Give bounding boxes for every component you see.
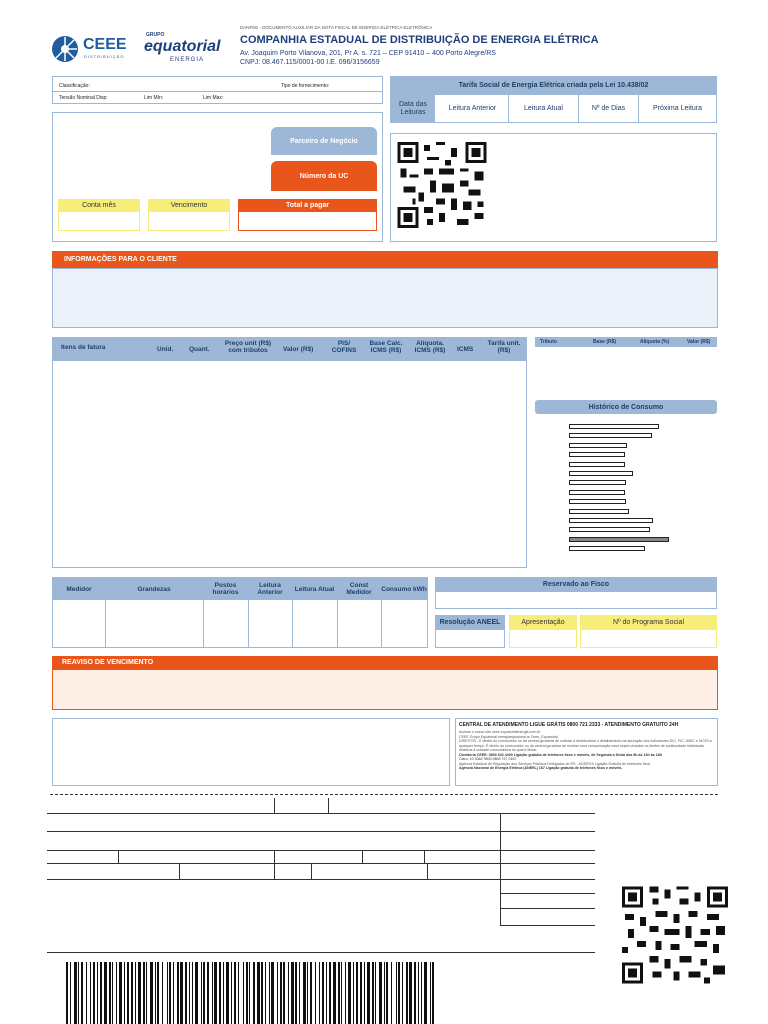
barcode-bar — [219, 962, 221, 1024]
central-atendimento — [455, 718, 718, 786]
barcode-bar — [169, 962, 171, 1024]
barcode-bar — [291, 962, 294, 1024]
numero-dias: Nº de Dias — [579, 95, 639, 122]
medidor-header-row — [53, 578, 427, 600]
barcode-bar — [246, 962, 248, 1024]
barcode-bar — [135, 962, 136, 1024]
barcode-bar — [195, 962, 198, 1024]
barcode-bar — [421, 962, 422, 1024]
leitura-anterior: Leitura Anterior — [437, 95, 509, 122]
barcode-bar — [386, 962, 388, 1024]
barcode-bar — [66, 962, 68, 1024]
col-base: Base (R$) — [593, 339, 617, 345]
barcode-bar — [345, 962, 346, 1024]
barcode-bar — [375, 962, 376, 1024]
barcode-bar — [379, 962, 382, 1024]
fisco-body — [435, 591, 717, 609]
reaviso-title: REAVISO DE VENCIMENTO — [52, 656, 718, 669]
fisco-title: Reservado ao Fisco — [435, 577, 717, 591]
barcode-bar — [100, 962, 102, 1024]
vencimento-label: Vencimento — [148, 199, 230, 211]
col-tributo: Tributo — [540, 339, 557, 345]
barcode-bar — [93, 962, 95, 1024]
col-quant: Quant. — [189, 346, 210, 353]
col-postos: Postos horários — [212, 582, 239, 596]
historico-title: Histórico de Consumo — [535, 400, 717, 414]
barcode-bar — [81, 962, 83, 1024]
barcode-bar — [189, 962, 190, 1024]
history-bar — [569, 452, 625, 457]
col-const: Const Medidor — [346, 582, 372, 596]
cut-line — [50, 794, 718, 795]
barcode-bar — [329, 962, 331, 1024]
data-leituras: Data das Leituras — [391, 95, 435, 122]
barcode-bar — [353, 962, 354, 1024]
barcode-bar — [360, 962, 362, 1024]
barcode-bar — [418, 962, 419, 1024]
barcode-bar — [78, 962, 79, 1024]
logo-grupo: GRUPO — [146, 32, 165, 38]
history-bar — [569, 546, 645, 551]
col-leit-atual: Leitura Atual — [294, 585, 335, 593]
history-bar — [569, 462, 625, 467]
barcode-bar — [146, 962, 147, 1024]
total-pagar-value — [238, 211, 377, 231]
barcode-bar — [265, 962, 266, 1024]
col-itens: Itens de fatura — [61, 344, 106, 351]
barcode-bar — [231, 962, 232, 1024]
barcode-bar — [315, 962, 316, 1024]
equatorial-logo — [140, 32, 230, 66]
col-preco: Preço unit (R$) com tributos — [224, 340, 272, 354]
barcode-bar — [280, 962, 282, 1024]
barcode-bar — [348, 962, 351, 1024]
barcode-bar — [269, 962, 270, 1024]
parceiro-negocio: Parceiro de Negócio — [271, 127, 377, 155]
barcode-bar — [223, 962, 224, 1024]
main-info-box — [52, 112, 383, 242]
barcode-bar — [150, 962, 153, 1024]
barcode-bar — [112, 962, 113, 1024]
danfe-notice: DANFEE - DOCUMENTO AUXILIAR DA NOTA FISCAL DE ENERGIA ELÉTRICA ELETRÔNICA — [240, 25, 433, 30]
resolucao-aneel: Resolução ANEEL — [435, 615, 505, 629]
barcode-bar — [131, 962, 133, 1024]
barcode-bar — [364, 962, 365, 1024]
col-medidor: Medidor — [66, 585, 92, 593]
col-base-icms: Base Calc. ICMS (R$) — [369, 340, 403, 354]
resolucao-value — [435, 629, 505, 648]
col-aliquota-pct: Alíquota (%) — [640, 339, 670, 345]
history-bar — [569, 480, 626, 485]
company-cnpj: CNPJ: 08.467.115/0001-00 I.E. 096/3156659 — [240, 59, 380, 66]
history-bar — [569, 471, 633, 476]
barcode-bar — [70, 962, 71, 1024]
barcode-bar — [341, 962, 342, 1024]
client-info-box — [52, 76, 383, 104]
apresentacao: Apresentação — [509, 615, 577, 629]
barcode-bar — [414, 962, 416, 1024]
history-bar — [569, 443, 627, 448]
reaviso-body — [52, 669, 718, 710]
ceee-logo-text: CEEE — [83, 36, 127, 53]
history-bar — [569, 499, 626, 504]
history-bar — [569, 537, 669, 542]
barcode-bar — [396, 962, 397, 1024]
barcode-bar — [116, 962, 117, 1024]
qr-code-icon — [397, 142, 487, 228]
info-cliente-body — [52, 268, 718, 328]
barcode-bar — [177, 962, 179, 1024]
tarifa-social-title: Tarifa Social de Energia Elétrica criada pela Lei 10.438/02 — [390, 76, 717, 94]
history-bar — [569, 518, 653, 523]
barcode-bar — [173, 962, 174, 1024]
barcode-bar — [90, 962, 91, 1024]
proxima-leitura: Próxima Leitura — [652, 105, 703, 112]
col-valor-trib: Valor (R$) — [687, 339, 711, 345]
barcode-bar — [288, 962, 289, 1024]
barcode-bar — [249, 962, 250, 1024]
col-tarifa: Tarifa unit. (R$) — [487, 340, 521, 354]
barcode-bar — [127, 962, 129, 1024]
central-title: CENTRAL DE ATENDIMENTO LIGUE GRÁTIS 0800 721 2333 - ATENDIMENTO GRATUITO 24H — [459, 722, 679, 728]
programa-value — [580, 629, 717, 648]
conta-mes-value — [58, 211, 140, 231]
col-consumo: Consumo kWh — [381, 585, 427, 593]
medidor-table — [52, 577, 428, 648]
barcode-bar — [319, 962, 320, 1024]
barcode-bar — [226, 962, 229, 1024]
col-pis: PIS/ COFINS — [331, 340, 357, 354]
barcode-bar — [257, 962, 260, 1024]
barcode-bar — [424, 962, 427, 1024]
barcode-bar — [238, 962, 239, 1024]
barcode-bar — [307, 962, 308, 1024]
barcode-bar — [367, 962, 370, 1024]
barcode-bar — [406, 962, 408, 1024]
barcode — [66, 962, 436, 1024]
ceee-logo — [50, 34, 130, 64]
itens-fatura-table — [52, 337, 527, 568]
central-social: CEEE Grupo Equatorial energiaequatorial.rs Ceee_Equatorial — [459, 734, 558, 739]
barcode-bar — [391, 962, 392, 1024]
central-agergs: Agência Estadual de Regulação dos Serviços Públicos Delegados do RS - AGERGS Ligação Gratuita de telefones fixos — [459, 761, 651, 766]
barcode-bar — [109, 962, 111, 1024]
barcode-bar — [203, 962, 205, 1024]
barcode-bar — [192, 962, 193, 1024]
history-bar — [569, 433, 652, 438]
barcode-bar — [119, 962, 122, 1024]
itens-header-row — [53, 338, 526, 361]
barcode-bar — [283, 962, 285, 1024]
barcode-bar — [299, 962, 300, 1024]
historico-chart — [565, 424, 685, 564]
ceee-sun-icon — [50, 34, 80, 64]
col-icms: ICMS — [457, 346, 474, 353]
col-grandezas: Grandezas — [137, 585, 171, 593]
history-bar — [569, 424, 659, 429]
leitura-atual: Leitura Atual — [509, 95, 579, 122]
conta-mes-label: Conta mês — [58, 199, 140, 211]
barcode-bar — [322, 962, 324, 1024]
qr-box — [390, 133, 717, 242]
barcode-bar — [253, 962, 255, 1024]
barcode-bar — [310, 962, 312, 1024]
bottom-blank-box — [52, 718, 450, 786]
ceee-logo-sub: DISTRIBUIÇÃO — [84, 54, 125, 59]
history-bar — [569, 490, 625, 495]
barcode-bar — [180, 962, 183, 1024]
col-unid: Unid. — [157, 346, 174, 353]
barcode-bar — [271, 962, 274, 1024]
barcode-bar — [338, 962, 340, 1024]
tensao-label: Tensão Nominal Disp: — [59, 95, 108, 101]
barcode-bar — [372, 962, 374, 1024]
barcode-bar — [162, 962, 163, 1024]
lim-min-label: Lim Mín: — [144, 95, 164, 101]
barcode-bar — [138, 962, 141, 1024]
barcode-bar — [432, 962, 434, 1024]
col-aliquota: Alíquota. ICMS (R$) — [414, 340, 446, 354]
company-address: Av. Joaquim Porto Vilanova, 201, Pr A. s. 721 – CEP 91410 – 400 Porto Alegre/RS — [240, 50, 496, 57]
barcode-bar — [201, 962, 202, 1024]
barcode-bar — [243, 962, 244, 1024]
logo-energia: ENERGIA — [170, 57, 205, 63]
barcode-bar — [167, 962, 168, 1024]
barcode-bar — [398, 962, 400, 1024]
vencimento-value — [148, 211, 230, 231]
tipo-fornecimento-label: Tipo de fornecimento: — [281, 83, 330, 89]
central-aneel: Agência Nacional de Energia Elétrica (ANEEL) 167 Ligação gratuita de telefones fixos e móveis. — [459, 766, 623, 770]
barcode-bar — [212, 962, 213, 1024]
info-cliente-title: INFORMAÇÕES PARA O CLIENTE — [52, 251, 718, 268]
barcode-bar — [356, 962, 358, 1024]
barcode-bar — [124, 962, 125, 1024]
barcode-bar — [143, 962, 145, 1024]
apresentacao-value — [509, 629, 577, 648]
barcode-bar — [303, 962, 306, 1024]
barcode-bar — [207, 962, 209, 1024]
barcode-bar — [261, 962, 263, 1024]
barcode-bar — [104, 962, 107, 1024]
barcode-bar — [157, 962, 159, 1024]
barcode-bar — [277, 962, 278, 1024]
col-leit-ant: Leitura Anterior — [257, 582, 283, 596]
barcode-bar — [234, 962, 236, 1024]
barcode-bar — [409, 962, 412, 1024]
barcode-bar — [384, 962, 385, 1024]
payment-qr-icon — [622, 886, 728, 984]
central-line1: Acesse o nosso site ceee.equatorialenergia.com.br — [459, 730, 541, 734]
barcode-bar — [295, 962, 297, 1024]
barcode-bar — [74, 962, 77, 1024]
programa-social: Nº do Programa Social — [580, 615, 717, 629]
logo-equatorial: equatorial — [144, 38, 221, 55]
barcode-bar — [402, 962, 403, 1024]
barcode-bar — [430, 962, 431, 1024]
barcode-bar — [333, 962, 336, 1024]
numero-uc: Número da UC — [271, 161, 377, 191]
barcode-bar — [214, 962, 217, 1024]
barcode-bar — [86, 962, 87, 1024]
central-claro: Claro: 10 3362 9500 0800 727 0167 — [459, 757, 517, 761]
barcode-bar — [326, 962, 327, 1024]
history-bar — [569, 509, 629, 514]
company-name: COMPANHIA ESTADUAL DE DISTRIBUIÇÃO DE ENERGIA ELÉTRICA — [240, 34, 599, 46]
classificacao-label: Classificação: — [59, 83, 90, 89]
barcode-bar — [185, 962, 187, 1024]
col-valor: Valor (R$) — [283, 346, 314, 353]
leituras-row — [390, 94, 717, 123]
lim-max-label: Lim Max: — [203, 95, 224, 101]
barcode-bar — [155, 962, 156, 1024]
barcode-bar — [97, 962, 98, 1024]
history-bar — [569, 527, 650, 532]
central-direitos: DIREITOS - É direito do consumidor ou da central geradora de solicitar à distribuidora o detalhamento da apuração dos indicadores DIC, FIC, DMIC e DICRI a qualquer tempo. É direito do consumidor ou da central geradora de receber uma compensação caso sejam violados os limites de continuidade individuais relativos à unidade consumidora do qual é titular. — [459, 739, 712, 752]
total-pagar-label: Total a pagar — [238, 199, 377, 211]
tributos-header — [535, 337, 717, 347]
central-ouvidoria: Ouvidoria CEEE: 0800 642 4400 Ligação gratuita de telefones fixos e móveis, de Segunda a Sexta das 8h às 14h às 18h — [459, 752, 662, 757]
